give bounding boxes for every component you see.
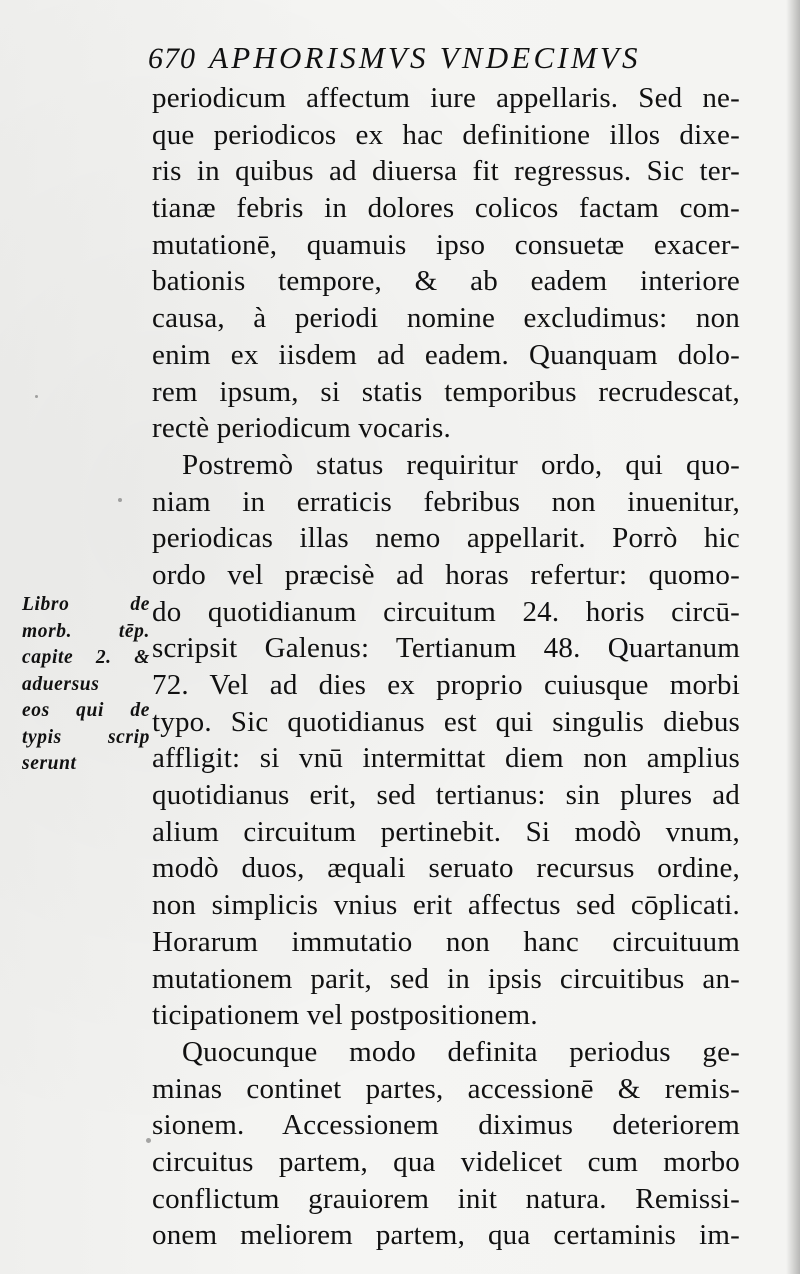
paragraph-1: [152, 80, 740, 447]
text-line: 72. Vel ad dies ex proprio cuiusque morbi: [152, 669, 740, 701]
paragraph-2: [152, 447, 740, 1034]
text-line: conflictum grauiorem init natura. Remissi-: [152, 1182, 740, 1215]
text-line: tianæ febris in dolores colicos factam com-: [152, 192, 740, 225]
page-number: 670: [148, 42, 196, 75]
text-line: circuitus partem, qua videlicet cum morbo: [152, 1145, 740, 1178]
text-line: onem meliorem partem, qua certaminis im-: [152, 1219, 740, 1252]
text-line: mutationē, quamuis ipso consuetæ exacer-: [152, 228, 740, 261]
text-line: bationis tempore, & ab eadem interiore: [152, 265, 740, 298]
text-line: modò duos, æquali seruato recursus ordine,: [152, 852, 740, 885]
running-title: APHORISMVS VNDECIMVS: [209, 40, 641, 75]
text-line: Postremò status requiritur ordo, qui quo-: [182, 448, 740, 481]
text-line: periodicas illas nemo appellarit. Porrò hic: [152, 522, 740, 555]
margin-note-line: morb. tēp.: [22, 620, 150, 642]
paper-speck: [146, 1138, 151, 1143]
text-line: rectè periodicum vocaris.: [152, 412, 451, 445]
page-edge-shadow: [786, 0, 800, 1274]
text-line: enim ex iisdem ad eadem. Quanquam dolo-: [152, 338, 740, 371]
text-line: quotidianus erit, sed tertianus: sin plures ad: [152, 779, 740, 812]
margin-note-line: aduersus: [22, 673, 100, 695]
text-line: periodicum affectum iure appellaris. Sed ne-: [152, 82, 740, 114]
margin-note-line: Libro de: [22, 594, 150, 615]
text-line: mutationem parit, sed in ipsis circuitibus an-: [152, 962, 740, 995]
text-line: non simplicis vnius erit affectus sed cōplicati.: [152, 889, 740, 922]
margin-note-line: serunt: [22, 753, 77, 774]
text-line: ordo vel præcisè ad horas refertur: quomo-: [152, 558, 740, 591]
text-line: ris in quibus ad diuersa fit regressus. Sic ter-: [152, 155, 740, 188]
margin-note-line: capite 2. &: [22, 647, 150, 668]
margin-note-line: typis scrip: [22, 726, 150, 748]
paper-speck: [35, 395, 38, 398]
text-line: typo. Sic quotidianus est qui singulis diebus: [152, 705, 740, 738]
text-line: minas continet partes, accessionē & remis-: [152, 1072, 740, 1105]
text-line: niam in erraticis febribus non inuenitur,: [152, 485, 740, 518]
text-line: que periodicos ex hac definitione illos dixe-: [152, 118, 740, 151]
text-line: causa, à periodi nomine excludimus: non: [152, 302, 740, 335]
text-line: sionem. Accessionem diximus deteriorem: [152, 1109, 740, 1142]
main-text-block: [152, 80, 740, 1254]
text-line: ticipationem vel postpositionem.: [152, 999, 538, 1032]
paper-speck: [118, 498, 122, 502]
text-line: alium circuitum pertinebit. Si modò vnum,: [152, 815, 740, 848]
text-line: Horarum immutatio non hanc circuituum: [152, 925, 740, 958]
paragraph-3: [152, 1034, 740, 1254]
text-line: Quocunque modo definita periodus ge-: [182, 1035, 740, 1068]
text-line: do quotidianum circuitum 24. horis circū-: [152, 595, 740, 628]
text-line: scripsit Galenus: Tertianum 48. Quartanum: [152, 632, 740, 665]
marginal-note: [22, 592, 150, 778]
margin-note-line: eos qui de: [22, 700, 150, 721]
text-line: affligit: si vnū intermittat diem non amplius: [152, 742, 740, 775]
text-line: rem ipsum, si statis temporibus recrudescat,: [152, 375, 740, 408]
